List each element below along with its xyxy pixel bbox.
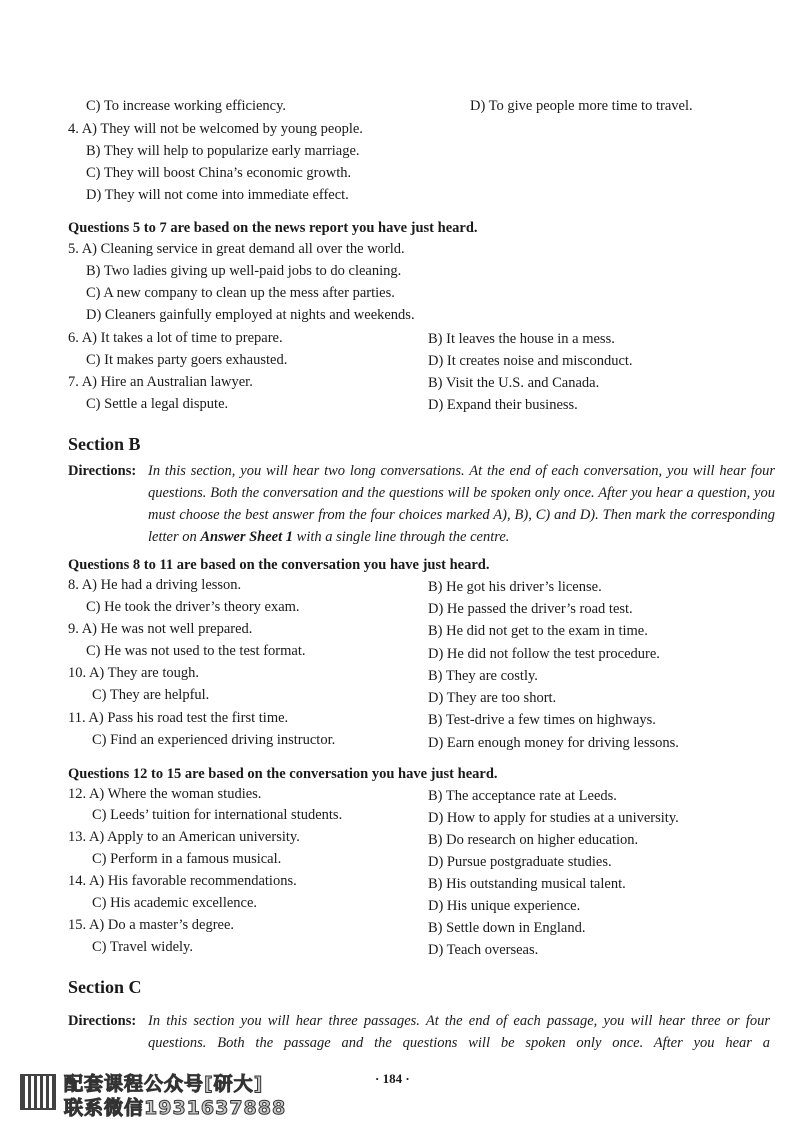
- section-c-title: Section C: [68, 977, 142, 997]
- directions-label: Directions:: [68, 463, 137, 479]
- section-c-directions: [68, 1010, 770, 1054]
- q3-option-d: D) To give people more time to travel.: [470, 98, 693, 114]
- q9-option-d: D) He did not follow the test procedure.: [428, 646, 660, 662]
- watermark-line-2: 联系微信1931637888: [64, 1097, 287, 1119]
- q14-option-b: B) His outstanding musical talent.: [428, 876, 626, 892]
- q9-option-c: C) He was not used to the test format.: [86, 643, 306, 659]
- q11-option-c: C) Find an experienced driving instructor.: [92, 732, 336, 748]
- q8-option-d: D) He passed the driver’s road test.: [428, 601, 633, 617]
- watermark-line-1: 配套课程公众号[研大]: [64, 1073, 264, 1095]
- q8-option-b: B) He got his driver’s license.: [428, 579, 602, 595]
- directions-text: In this section, you will hear two long conversations. At the end of each conversation, you will hear four questions. Both the conversation and the questions will be spoken only once. After you hear a question, you must choose the best answer from the four choices marked A), B), C) and D). Then mark the corresponding letter on Answer Sheet 1 with a single line through the centre.: [148, 463, 775, 545]
- q8-option-c: C) He took the driver’s theory exam.: [86, 599, 300, 615]
- q14-option-c: C) His academic excellence.: [92, 895, 258, 911]
- q15-option-c: C) Travel widely.: [92, 939, 193, 955]
- q11-option-d: D) Earn enough money for driving lessons.: [428, 735, 679, 751]
- answer-sheet-reference: Answer Sheet 1: [200, 529, 294, 545]
- q4-option-b: B) They will help to popularize early marriage.: [86, 143, 360, 159]
- q10-option-b: B) They are costly.: [428, 668, 538, 684]
- q11-option-a: 11. A) Pass his road test the first time.: [68, 710, 289, 726]
- q7-option-c: C) Settle a legal dispute.: [86, 396, 229, 412]
- q13-option-c: C) Perform in a famous musical.: [92, 851, 282, 867]
- q14-option-d: D) His unique experience.: [428, 898, 581, 914]
- q3-option-c: C) To increase working efficiency.: [86, 98, 287, 114]
- q10-option-a: 10. A) They are tough.: [68, 665, 200, 681]
- q9-option-a: 9. A) He was not well prepared.: [68, 621, 253, 637]
- q10-option-c: C) They are helpful.: [92, 687, 210, 703]
- q4-option-c: C) They will boost China’s economic growth.: [86, 165, 352, 181]
- section-b-title: Section B: [68, 434, 141, 454]
- directions-text: In this section you will hear three passages. At the end of each passage, you will hear three or four questions. Both the passage and the questions will be spoken only once. After you hear a: [148, 1013, 770, 1051]
- q9-option-b: B) He did not get to the exam in time.: [428, 623, 648, 639]
- section-b-directions: [68, 460, 775, 548]
- qr-code-icon: [20, 1074, 56, 1110]
- q13-option-a: 13. A) Apply to an American university.: [68, 829, 300, 845]
- q7-option-b: B) Visit the U.S. and Canada.: [428, 375, 600, 391]
- q15-option-d: D) Teach overseas.: [428, 942, 539, 958]
- q5-option-a: 5. A) Cleaning service in great demand all over the world.: [68, 241, 405, 257]
- q7-option-d: D) Expand their business.: [428, 397, 578, 413]
- q13-option-d: D) Pursue postgraduate studies.: [428, 854, 612, 870]
- q5-option-b: B) Two ladies giving up well-paid jobs to do cleaning.: [86, 263, 402, 279]
- q7-option-a: 7. A) Hire an Australian lawyer.: [68, 374, 253, 390]
- q8-option-a: 8. A) He had a driving lesson.: [68, 577, 242, 593]
- q12-option-d: D) How to apply for studies at a university.: [428, 810, 679, 826]
- q11-option-b: B) Test-drive a few times on highways.: [428, 712, 656, 728]
- q6-option-a: 6. A) It takes a lot of time to prepare.: [68, 330, 283, 346]
- q15-option-b: B) Settle down in England.: [428, 920, 586, 936]
- q13-option-b: B) Do research on higher education.: [428, 832, 639, 848]
- questions-5-7-heading: Questions 5 to 7 are based on the news report you have just heard.: [68, 220, 478, 236]
- q12-option-c: C) Leeds’ tuition for international students.: [92, 807, 343, 823]
- q12-option-b: B) The acceptance rate at Leeds.: [428, 788, 617, 804]
- q10-option-d: D) They are too short.: [428, 690, 557, 706]
- questions-8-11-heading: Questions 8 to 11 are based on the conversation you have just heard.: [68, 557, 490, 573]
- q12-option-a: 12. A) Where the woman studies.: [68, 786, 262, 802]
- q15-option-a: 15. A) Do a master’s degree.: [68, 917, 235, 933]
- q6-option-b: B) It leaves the house in a mess.: [428, 331, 615, 347]
- q6-option-c: C) It makes party goers exhausted.: [86, 352, 288, 368]
- page-number: · 184 ·: [375, 1071, 410, 1086]
- q4-option-d: D) They will not come into immediate effect.: [86, 187, 349, 203]
- directions-label: Directions:: [68, 1013, 137, 1029]
- q5-option-c: C) A new company to clean up the mess after parties.: [86, 285, 395, 301]
- q4-option-a: 4. A) They will not be welcomed by young people.: [68, 121, 363, 137]
- q6-option-d: D) It creates noise and misconduct.: [428, 353, 633, 369]
- questions-12-15-heading: Questions 12 to 15 are based on the conversation you have just heard.: [68, 766, 498, 782]
- q14-option-a: 14. A) His favorable recommendations.: [68, 873, 297, 889]
- q5-option-d: D) Cleaners gainfully employed at nights and weekends.: [86, 307, 415, 323]
